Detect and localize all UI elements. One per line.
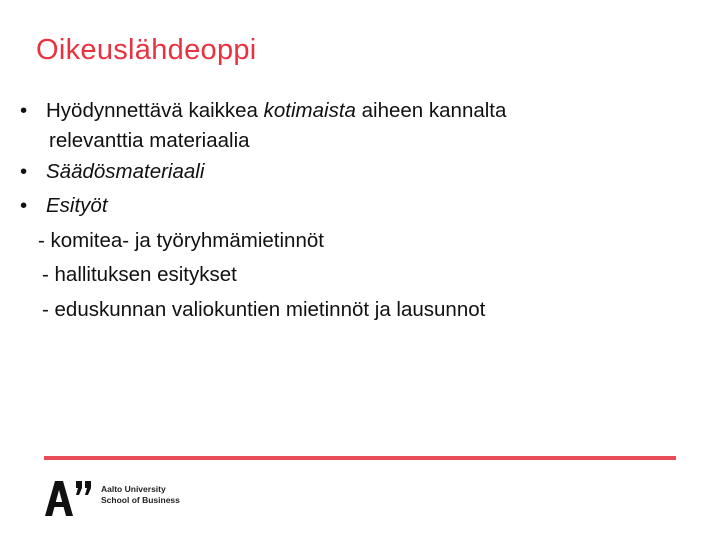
footer-divider [44,456,676,460]
logo-line-university: Aalto University [101,484,166,494]
bullet-marker: • [20,194,28,217]
sub-item: - komitea- ja työryhmämietinnöt [38,228,324,252]
bullet-text-continuation: relevanttia materiaalia [49,128,250,152]
sub-item: - eduskunnan valiokuntien mietinnöt ja lausunnot [42,297,486,321]
slide-content [20,94,680,327]
bullet-item [20,155,680,190]
bullet-item [20,94,680,155]
bullet-text-italic: kotimaista [263,99,356,122]
bullet-marker: • [20,99,28,122]
bullet-item [20,189,680,224]
slide-title: Oikeuslähdeoppi [36,34,257,66]
bullet-text: aiheen kannalta [355,99,507,122]
bullet-text-italic: Säädösmateriaali [46,159,205,183]
aalto-logo-icon [45,478,95,518]
bullet-marker: • [20,159,28,183]
bullet-text-italic: Esityöt [46,194,108,217]
sub-item: - hallituksen esitykset [42,263,237,286]
logo-line-school: School of Business [101,495,180,505]
logo-text [101,484,180,506]
bullet-text: Hyödynnettävä kaikkea [46,99,264,122]
